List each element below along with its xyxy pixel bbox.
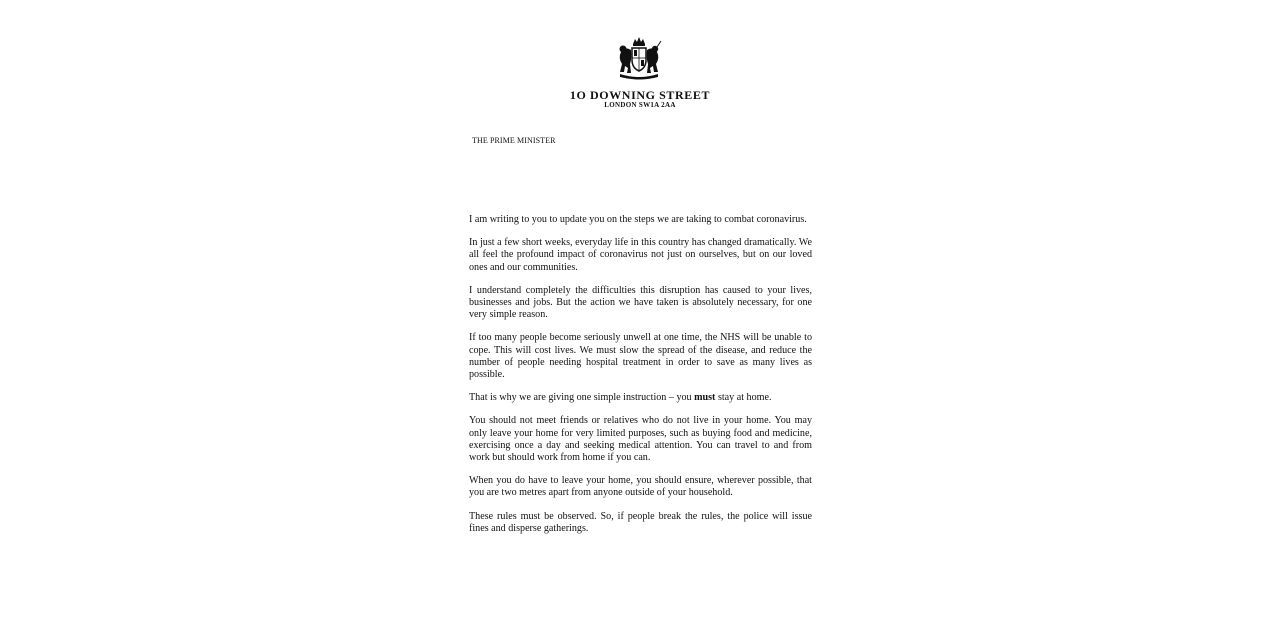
office-title: THE PRIME MINISTER <box>472 136 556 145</box>
instruction-emphasis: must <box>694 392 716 404</box>
royal-coat-of-arms-icon <box>614 36 664 80</box>
paragraph: In just a few short weeks, everyday life in this country has changed dramatically. We all feel the profound impact of coronavirus not just on ourselves, but on our loved ones and our communities. <box>469 237 812 273</box>
paragraph: These rules must be observed. So, if people break the rules, the police will issue fines and disperse gatherings. <box>469 510 812 534</box>
paragraph: When you do have to leave your home, you should ensure, wherever possible, that you are two metres apart from anyone outside of your household. <box>469 475 812 499</box>
letter-body <box>469 214 812 546</box>
paragraph: If too many people become seriously unwell at one time, the NHS will be unable to cope. This will cost lives. We must slow the spread of the disease, and reduce the number of people needing hospital treatment in order to save as many lives as possible. <box>469 332 812 381</box>
instruction-text: That is why we are giving one simple instruction – you <box>469 392 695 404</box>
instruction-paragraph <box>469 392 812 404</box>
paragraph: You should not meet friends or relatives who do not live in your home. You may only leave your home for very limited purposes, such as buying food and medicine, exercising once a day and seeking medical attention. You can travel to and from work but should work from home if you can. <box>469 415 812 464</box>
paragraph: I understand completely the difficulties this disruption has caused to your lives, businesses and jobs. But the action we have taken is absolutely necessary, for one very simple reason. <box>469 284 812 321</box>
address-city-postcode: LONDON SW1A 2AA <box>604 101 676 109</box>
paragraph: I am writing to you to update you on the steps we are taking to combat coronavirus. <box>469 214 807 225</box>
instruction-text-end: stay at home. <box>715 392 772 404</box>
address-street: 1O DOWNING STREET <box>569 88 711 102</box>
